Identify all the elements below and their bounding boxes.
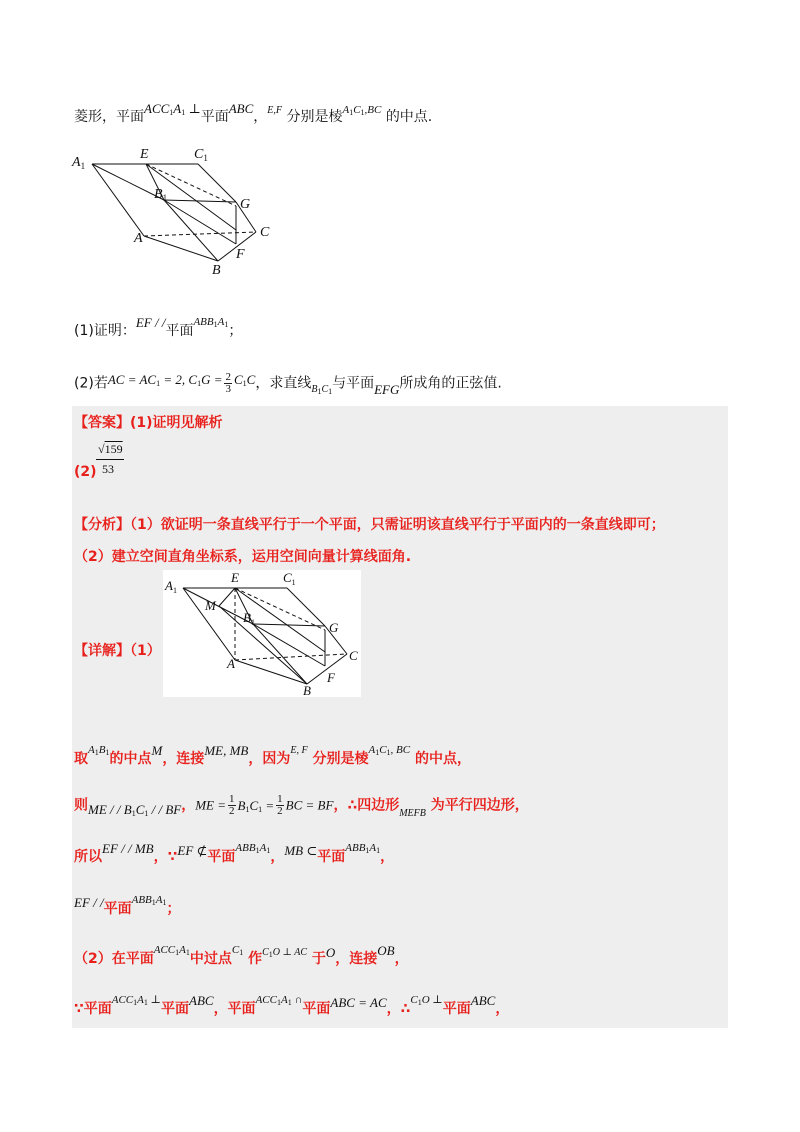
label-C1: $C_1$	[194, 147, 208, 163]
detail-line-5: （2）在平面$^{ACC_1A_1}$中过点$^{C_1}$ 作$^{C_1O \perp AC}$ 于O，连接OB，	[74, 943, 409, 967]
label-C: C	[260, 225, 270, 240]
label-B1: $B_1$	[154, 187, 168, 203]
fig2-label-A1: $A_1$	[165, 578, 177, 595]
answer-line-1: 【答案】(1)证明见解析	[74, 415, 223, 431]
fig2-label-F: F	[327, 670, 335, 685]
label-F: F	[236, 247, 245, 262]
problem-line-1: 菱形，平面$ACC_1A_1$ ⊥平面ABC，$^{E,F}$ 分别是棱$^{A_1C_1,BC}$ 的中点.	[74, 101, 433, 125]
detail-line-6: ∵平面$^{ACC_1A_1 \perp}$平面ABC，平面$^{ACC_1A_1 \cap}$平面ABC = AC，∴$^{C_1O \perp}$平面ABC，	[74, 993, 510, 1017]
question-2: (2)若AC = $AC_1 = 2$, $C_1G$ = $\frac{2}{3}$ $C_1C$，求直线$_{B_1C_1}$与平面EFG所成角的正弦值.	[74, 371, 502, 397]
detail-line-2: 则ME / / $B_1C_1$ / / BF，ME = $\frac{1}{2}$ $B_1C_1$ = $\frac{1}{2}$ BC = BF，∴四边形$_{MEFB}$ 为平行四边形，	[74, 793, 529, 819]
detail-line-1: 取$^{A_1B_1}$的中点M，连接ME, MB，因为$^{E, F}$ 分别是棱$^{A_1C_1, BC}$ 的中点，	[74, 743, 471, 767]
fig2-label-C1: $C_1$	[283, 570, 296, 587]
label-A1: $A_1$	[72, 155, 86, 171]
analysis-line-2: （2）建立空间直角坐标系，运用空间向量计算线面角.	[74, 549, 412, 565]
label-E: E	[140, 147, 149, 162]
analysis-line-1: 【分析】（1）欲证明一条直线平行于一个平面，只需证明该直线平行于平面内的一条直线即可；	[74, 517, 665, 533]
label-G: G	[240, 197, 251, 212]
label-A: A	[134, 231, 143, 246]
fig2-label-B1: $B_1$	[243, 610, 255, 627]
answer-line-2: (2) √159 53	[74, 442, 123, 480]
fig2-label-E: E	[231, 570, 239, 585]
detail-label: 【详解】（1）	[74, 643, 161, 659]
detail-line-4: EF / /平面$^{ABB_1A_1}$；	[74, 894, 181, 917]
fig2-label-A: A	[227, 656, 235, 671]
prism-figure-1	[70, 140, 280, 280]
fig2-label-G: G	[329, 620, 339, 635]
fig2-label-C: C	[349, 648, 358, 663]
fig2-label-M: M	[205, 598, 216, 613]
detail-line-3: 所以EF / / MB，∵EF ⊄平面$^{ABB_1A_1}$，MB ⊂平面$^{ABB_1A_1}$，	[74, 841, 395, 865]
question-1: (1)证明：EF / /平面$^{ABB_1A_1}$；	[74, 315, 243, 339]
label-B: B	[212, 263, 221, 278]
answer-panel	[72, 406, 728, 1028]
fig2-label-B: B	[303, 683, 311, 697]
prism-figure-2	[163, 570, 361, 697]
